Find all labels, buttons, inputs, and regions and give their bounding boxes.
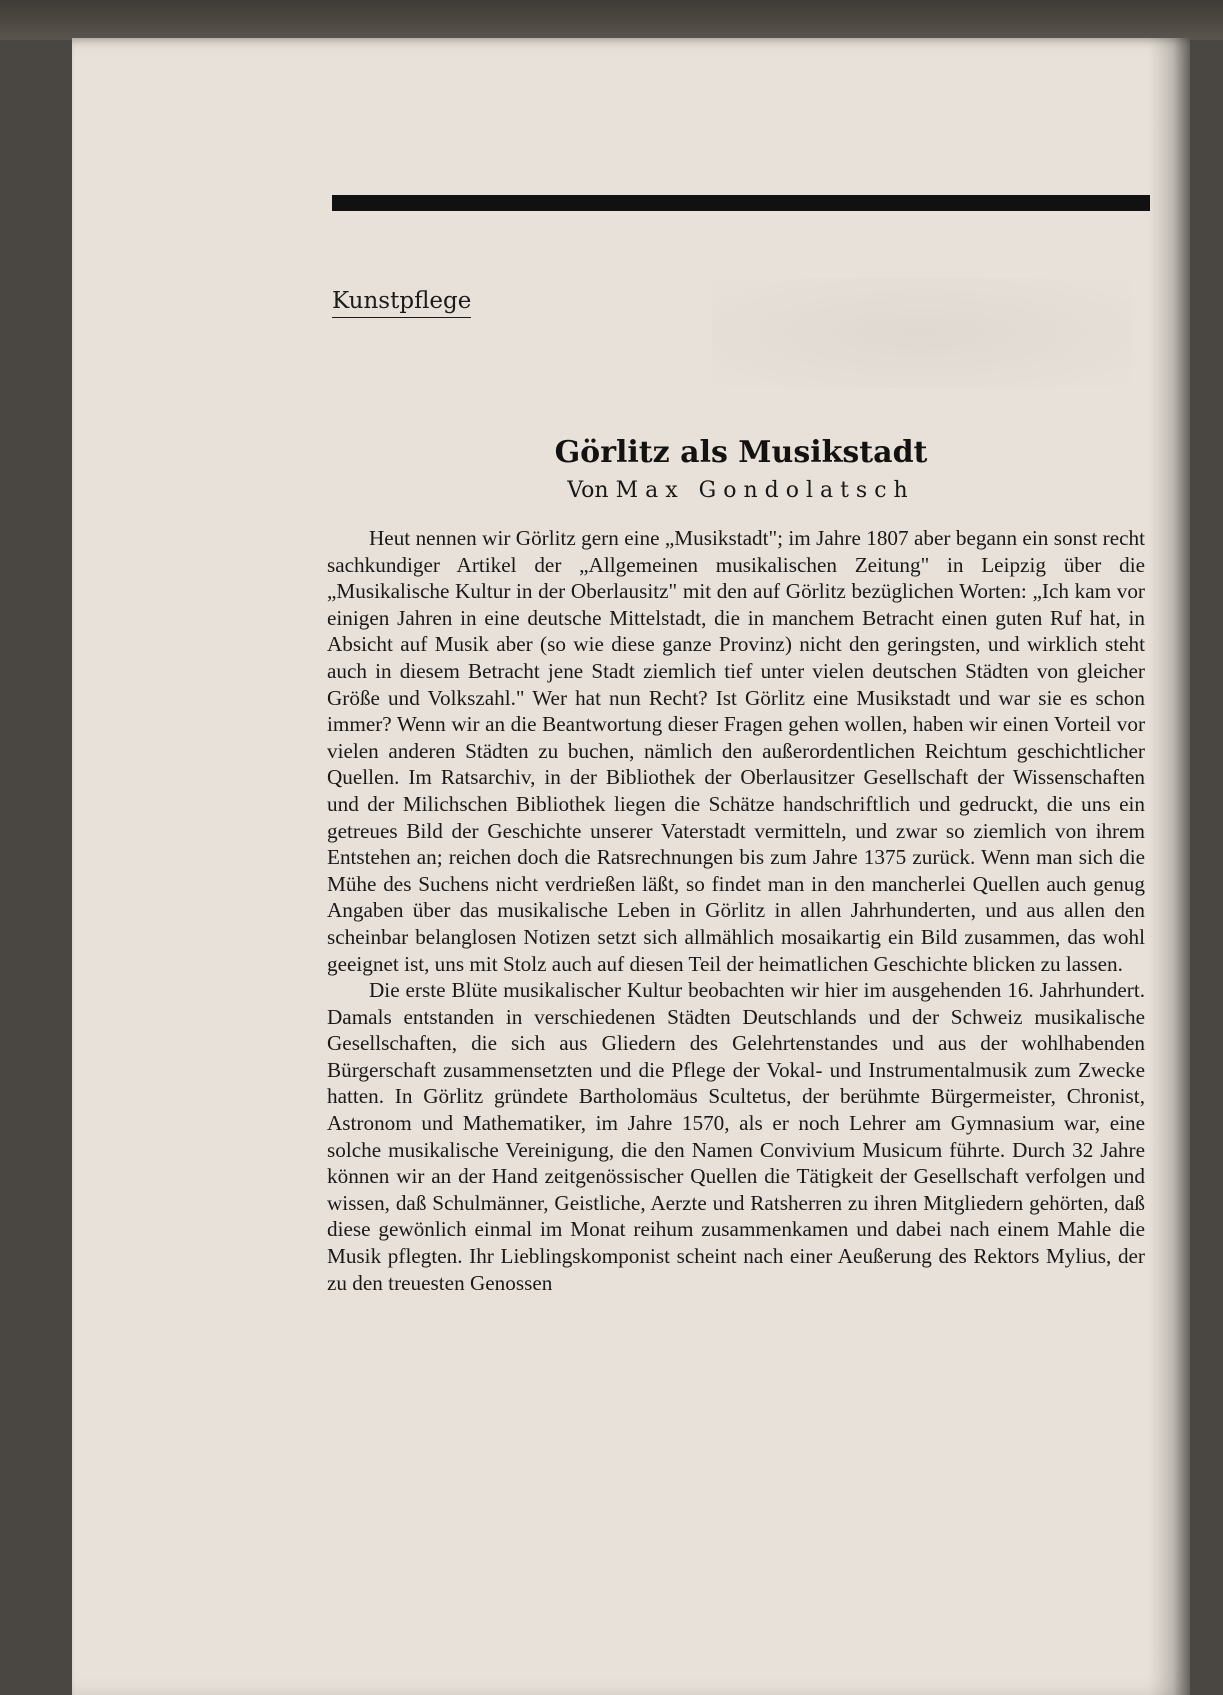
header-rule — [332, 195, 1150, 211]
book-page — [72, 38, 1190, 1695]
scan-background — [0, 0, 1223, 40]
section-label: Kunstpflege — [332, 288, 471, 318]
page-curl-shadow — [1148, 38, 1190, 1695]
byline-author: Max Gondolatsch — [615, 478, 915, 503]
article-body — [327, 525, 1145, 1296]
paragraph-2: Die erste Blüte musikalischer Kultur beobachten wir hier im ausgehenden 16. Jahrhundert. Damals entstanden in verschiedenen Städten Deutschlands und der Schweiz musikalische Gesellschaften, die sich aus Gliedern des Gelehrtenstandes und aus der wohlhabenden Bürgerschaft zusammensetzten und die Pflege der Vokal- und Instrumentalmusik zum Zwecke hatten. In Görlitz gründete Bartholomäus Scultetus, der berühmte Bürgermeister, Chronist, Astronom und Mathematiker, im Jahre 1570, als er noch Lehrer am Gymnasium war, eine solche musikalische Vereinigung, die den Namen Convivium Musicum führte. Durch 32 Jahre können wir an der Hand zeitgenössischer Quellen die Tätigkeit der Gesellschaft verfolgen und wissen, daß Schulmänner, Geistliche, Aerzte und Ratsherren zu ihren Mitgliedern gehörten, daß diese gewönlich einmal im Monat reihum zusammenkamen und dabei nach einem Mahle die Musik pflegten. Ihr Lieblingskomponist scheint nach einer Aeußerung des Rektors Mylius, der zu den treuesten Genossen — [327, 978, 1145, 1295]
article-byline — [332, 478, 1150, 504]
paragraph-1: Heut nennen wir Görlitz gern eine „Musikstadt"; im Jahre 1807 aber begann ein sonst recht sachkundiger Artikel der „Allgemeinen musikalischen Zeitung" in Leipzig über die „Musikalische Kultur in der Oberlausitz" mit den auf Görlitz bezüglichen Worten: „Ich kam vor einigen Jahren in eine deutsche Mittelstadt, die in manchem Betracht einen guten Ruf hat, in Absicht auf Musik aber (so wie diese ganze Provinz) nicht den geringsten, und wirklich steht auch in diesem Betracht jene Stadt ziemlich tief unter vielen deutschen Städten von gleicher Größe und Volkszahl." Wer hat nun Recht? Ist Görlitz eine Musikstadt und war sie es schon immer? Wenn wir an die Beantwortung dieser Fragen gehen wollen, haben wir einen Vorteil vor vielen anderen Städten zu buchen, nämlich den außerordentlichen Reichtum geschichtlicher Quellen. Im Ratsarchiv, in der Bibliothek der Oberlausitzer Gesellschaft der Wissenschaften und der Milichschen Bibliothek liegen die Schätze handschriftlich und gedruckt, die uns ein getreues Bild der Geschichte unserer Vaterstadt vermitteln, und zwar so ziemlich von ihrem Entstehen an; reichen doch die Ratsrechnungen bis zum Jahre 1375 zurück. Wenn man sich die Mühe des Suchens nicht verdrießen läßt, so findet man in den mancherlei Quellen auch genug Angaben über das musikalische Leben in Görlitz in allen Jahrhunderten, und aus allen den scheinbar belanglosen Notizen setzt sich allmählich mosaikartig ein Bild zusammen, das wohl geeignet ist, uns mit Stolz auch auf diesen Teil der heimatlichen Geschichte blicken zu lassen. — [327, 526, 1145, 976]
byline-prefix: Von — [567, 478, 609, 503]
bleed-through-shadow — [712, 278, 1132, 388]
article-title: Görlitz als Musikstadt — [554, 435, 928, 470]
